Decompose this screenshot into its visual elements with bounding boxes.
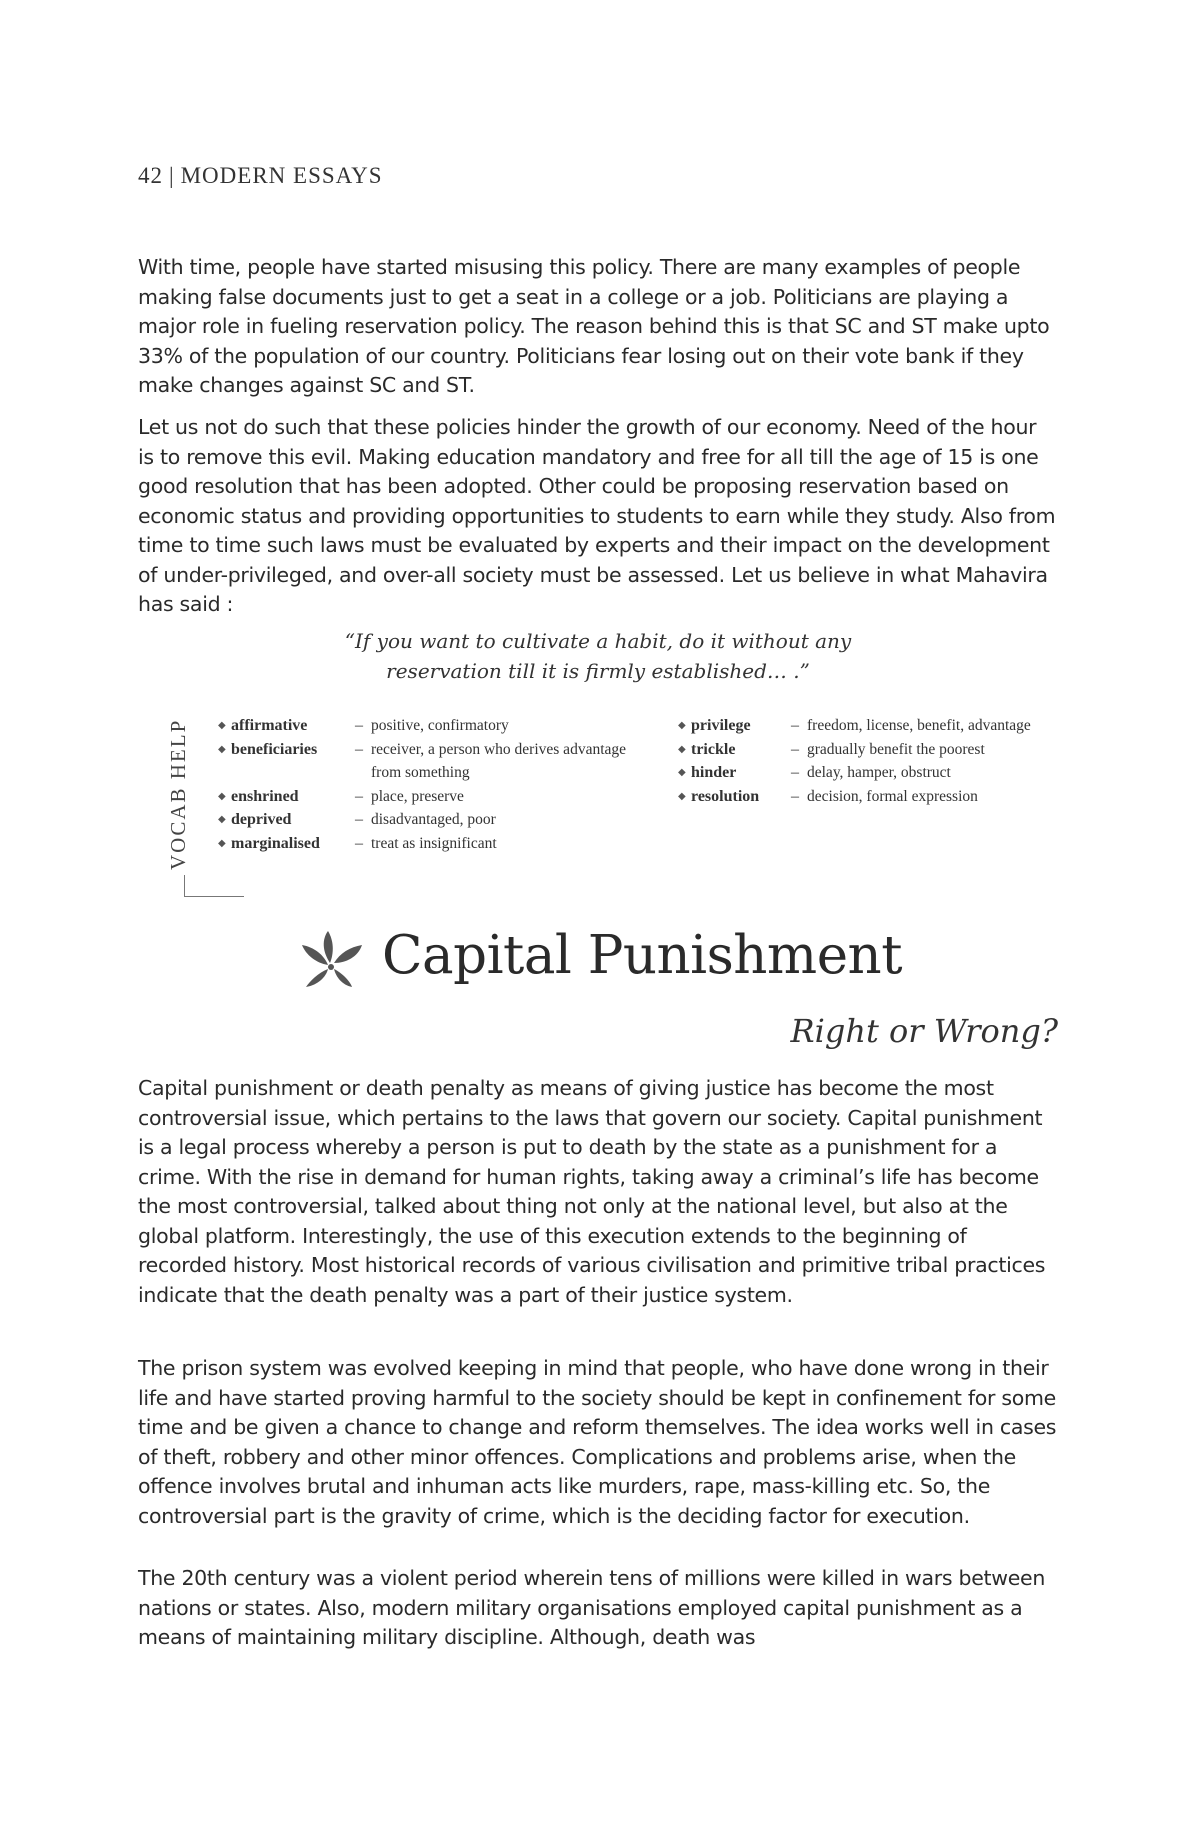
bullet-icon: ◆ (678, 720, 686, 731)
vocab-definition: positive, confirmatory (371, 717, 509, 734)
quote-line-2: reservation till it is firmly established… .” (386, 659, 810, 683)
vocab-item (678, 785, 1078, 809)
bullet-icon: ◆ (218, 790, 226, 802)
vocab-bracket-vertical (184, 875, 185, 897)
header-separator: | (169, 163, 175, 188)
vocab-bracket-horizontal (184, 896, 244, 897)
paragraph-20th-century: The 20th century was a violent period wherein tens of millions were killed in wars between nations or states. Also, modern military organisations employed capital punishment as a means of maintaining military discipline. Although, death was (138, 1566, 1046, 1649)
bullet-icon: ◆ (218, 743, 226, 755)
book-title: MODERN ESSAYS (180, 163, 383, 188)
vocab-dash: – (355, 717, 363, 734)
bullet-icon: ◆ (678, 790, 686, 802)
vocab-dash: – (355, 834, 363, 852)
paragraph-capital-intro: Capital punishment or death penalty as means of giving justice has become the most controversial issue, which pertains to the laws that govern our society. Capital punishment is a legal process whereby a person is put to death by the state as a punishment for a crime. With the rise in demand for human rights, taking away a criminal’s life has become the most controversial, talked about thing not only at the national level, but also at the global platform. Interestingly, the use of this execution extends to the beginning of recorded history. Most historical records of various civilisation and primitive tribal practices indicate that the death penalty was a part of their justice system. (138, 1076, 1046, 1307)
essay-subtitle: Right or Wrong? (790, 1012, 1058, 1050)
vocab-term: enshrined (231, 787, 299, 805)
vocab-dash: – (355, 740, 363, 758)
vocab-term: deprived (231, 811, 292, 828)
vocab-definition: treat as insignificant (371, 834, 497, 852)
vocab-definition: place, preserve (371, 787, 464, 805)
vocab-item (218, 808, 658, 832)
vocab-dash: – (355, 787, 363, 805)
vocab-item (218, 738, 658, 785)
vocab-definition: receiver, a person who derives advantage from something (371, 740, 627, 781)
paragraph-prison-system: The prison system was evolved keeping in mind that people, who have done wrong in their life and have started proving harmful to the society should be kept in confinement for some time and be given a chance to change and reform themselves. The idea works well in cases of theft, robbery and other minor offences. Complications and problems arise, when the offence involves brutal and inhuman acts like murders, rape, mass-killing etc. So, the controversial part is the gravity of crime, which is the deciding factor for execution. (138, 1356, 1057, 1528)
vocab-item (218, 785, 658, 809)
vocab-definition: gradually benefit the poorest (807, 740, 985, 758)
vocab-dash: – (355, 811, 363, 828)
bullet-icon: ◆ (678, 743, 686, 755)
vocab-definition: freedom, license, benefit, advantage (807, 717, 1031, 734)
vocab-term: trickle (691, 740, 736, 758)
vocab-help-title: VOCAB HELP (166, 718, 190, 870)
vocab-definition: decision, formal expression (807, 787, 978, 805)
vocab-dash: – (791, 787, 799, 805)
vocab-list-right (678, 714, 1078, 808)
vocab-definition: disadvantaged, poor (371, 811, 496, 828)
vocab-item (678, 738, 1078, 762)
vocab-term: affirmative (231, 717, 308, 734)
paragraph-reservation-misuse: With time, people have started misusing this policy. There are many examples of people making false documents just to get a seat in a college or a job. Politicians are playing a major role in fueling reservation policy. The reason behind this is that SC and ST make upto 33% of the population of our country. Politicians fear losing out on their vote bank if they make changes against SC and ST. (138, 255, 1050, 397)
vocab-term: beneficiaries (231, 740, 318, 758)
vocab-item (218, 714, 658, 738)
quote-line-1: “If you want to cultivate a habit, do it without any (344, 629, 852, 653)
vocab-help-box (168, 700, 1068, 900)
bullet-icon: ◆ (218, 837, 226, 849)
vocab-term: hinder (691, 764, 737, 781)
page-number: 42 (138, 163, 163, 188)
vocab-term: privilege (691, 717, 751, 734)
vocab-term: marginalised (231, 834, 320, 852)
essay-title-block (300, 925, 1000, 995)
vocab-item (678, 714, 1078, 738)
bullet-icon: ◆ (218, 814, 226, 825)
running-header (138, 163, 383, 189)
paragraph-reservation-solution: Let us not do such that these policies hinder the growth of our economy. Need of the hour is to remove this evil. Making education mandatory and free for all till the age of 15 is one good resolution that has been adopted. Other could be proposing reservation based on economic status and providing opportunities to students to earn while they study. Also from time to time such laws must be evaluated by experts and their impact on the development of under-privileged, and over-all society must be assessed. Let us believe in what Mahavira has said : (138, 415, 1056, 616)
vocab-list-left (218, 714, 658, 855)
vocab-dash: – (791, 717, 799, 734)
leaf-ornament-icon (300, 929, 364, 989)
mahavira-quote (138, 626, 1058, 686)
vocab-definition: delay, hamper, obstruct (807, 764, 951, 781)
essay-title: Capital Punishment (382, 925, 902, 986)
vocab-item (678, 761, 1078, 785)
bullet-icon: ◆ (678, 767, 686, 778)
vocab-item (218, 832, 658, 856)
vocab-dash: – (791, 740, 799, 758)
vocab-dash: – (791, 764, 799, 781)
vocab-term: resolution (691, 787, 760, 805)
bullet-icon: ◆ (218, 720, 226, 731)
